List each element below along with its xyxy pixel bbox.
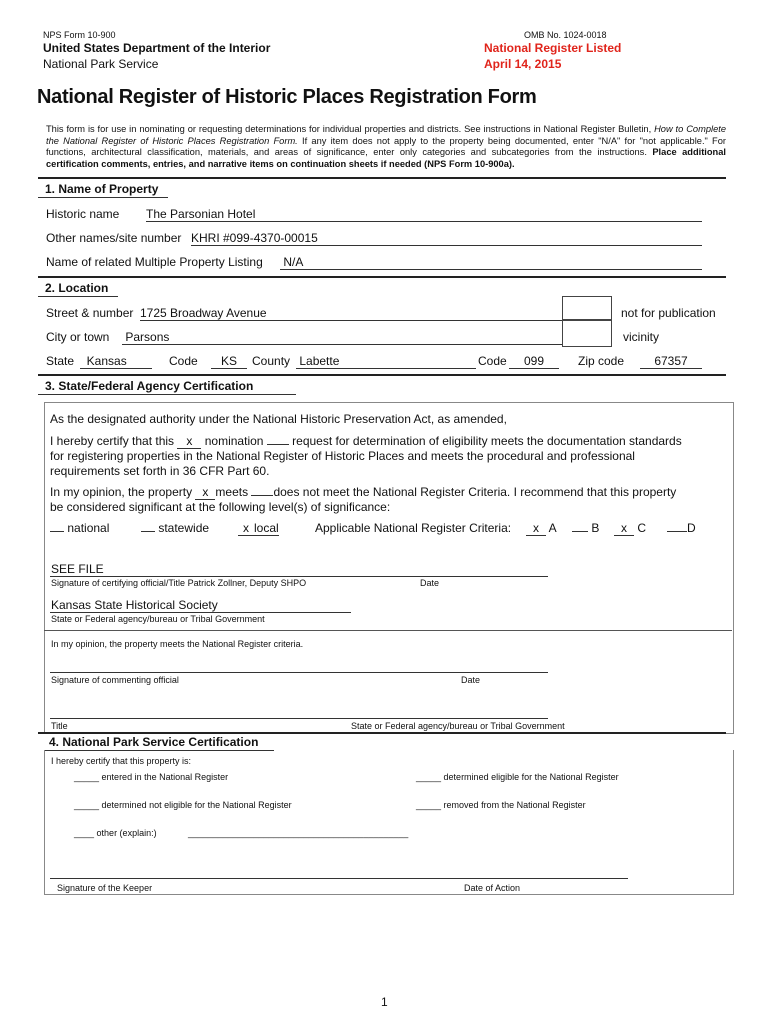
vicinity-checkbox[interactable] (562, 320, 612, 347)
opinion-text-b: meets (215, 485, 249, 499)
eligible-label: determined eligible for the National Register (443, 772, 619, 782)
signature-value: SEE FILE (51, 562, 104, 576)
multiple-property-field[interactable] (280, 255, 702, 270)
opinion-line-2: be considered significant at the following level(s) of significance: (50, 500, 391, 514)
entered-blank[interactable]: _____ (74, 772, 100, 782)
certify-line-1 (50, 434, 682, 449)
criterion-b-checkbox[interactable] (572, 531, 588, 532)
city-field[interactable] (122, 330, 562, 345)
keeper-signature-label: Signature of the Keeper (57, 883, 153, 893)
section-2-underline (38, 296, 118, 297)
zip-code-field[interactable]: 67357 (640, 354, 702, 369)
certify-text-a: I hereby certify that this (50, 434, 175, 448)
section-divider (38, 276, 726, 278)
other-label: other (explain:) (96, 828, 157, 838)
state-field[interactable] (80, 354, 152, 369)
agency-value: Kansas State Historical Society (51, 598, 218, 612)
county-value: Labette (299, 354, 340, 368)
does-not-meet-checkbox[interactable] (251, 495, 273, 496)
nps-certify-intro: I hereby certify that this property is: (51, 756, 192, 766)
not-for-publication-checkbox[interactable] (562, 296, 612, 320)
title-line[interactable] (50, 718, 548, 719)
keeper-signature-line[interactable] (50, 878, 628, 879)
removed-label: removed from the National Register (443, 800, 586, 810)
section-divider (38, 732, 726, 734)
statewide-checkbox[interactable] (141, 531, 155, 532)
section-1-underline (38, 197, 168, 198)
statewide-label: statewide (158, 521, 210, 535)
department-name: United States Department of the Interior (43, 41, 271, 55)
state-label: State (46, 354, 75, 368)
commenting-signature-line[interactable] (50, 672, 548, 673)
criterion-c-label: C (637, 521, 647, 535)
not-eligible-blank[interactable]: _____ (74, 800, 100, 810)
intro-text-2: If any item does not apply to the property being documented, enter "N/A" for "not applicable." For functions, architectural classification, materials, and areas of significance, enter only categories and subcategories from the instructions. (46, 135, 727, 158)
not-eligible-option[interactable] (74, 800, 292, 810)
level-statewide (141, 521, 209, 535)
criterion-c (614, 521, 646, 536)
title-label: Title (51, 721, 68, 731)
request-checkbox[interactable] (267, 444, 289, 445)
level-national (50, 521, 109, 535)
street-number-label: Street & number (46, 306, 134, 320)
divider (44, 630, 732, 631)
criteria-label: Applicable National Register Criteria: (315, 521, 512, 535)
street-number-field[interactable]: 1725 Broadway Avenue (140, 306, 562, 321)
city-label: City or town (46, 330, 110, 344)
criterion-c-checkbox[interactable]: x (614, 521, 634, 536)
local-label: local (254, 521, 279, 535)
section-4-title: 4. National Park Service Certification (49, 735, 259, 749)
zip-code-label: Zip code (578, 354, 625, 368)
service-name: National Park Service (43, 57, 159, 71)
date-label: Date (420, 578, 440, 588)
county-code-label: Code (478, 354, 507, 368)
nomination-checkbox[interactable]: x (177, 434, 201, 449)
certify-line-2: for registering properties in the National Register of Historic Places and meets the procedural and professional (50, 449, 635, 463)
other-explain-field[interactable]: ____________________________________________ (188, 828, 409, 838)
signature-label: Signature of certifying official/Title Patrick Zollner, Deputy SHPO (51, 578, 307, 588)
section-1-title: 1. Name of Property (45, 182, 159, 196)
entered-option[interactable] (74, 772, 228, 782)
removed-option[interactable] (416, 800, 586, 810)
meets-checkbox[interactable]: x (195, 485, 215, 500)
section-divider (38, 177, 726, 179)
historic-name-field[interactable]: The Parsonian Hotel (146, 207, 702, 222)
criterion-a (526, 521, 557, 536)
criterion-b (572, 521, 599, 535)
county-label: County (252, 354, 291, 368)
other-option[interactable] (74, 828, 157, 838)
national-label: national (67, 521, 110, 535)
eligible-option[interactable] (416, 772, 619, 782)
national-checkbox[interactable] (50, 531, 64, 532)
criterion-d-label: D (687, 521, 696, 535)
eligible-blank[interactable]: _____ (416, 772, 442, 782)
not-for-publication-label: not for publication (621, 306, 716, 320)
section-divider (38, 374, 726, 376)
page-number: 1 (381, 995, 388, 1009)
certify-text-b: nomination (204, 434, 264, 448)
entered-label: entered in the National Register (101, 772, 229, 782)
certify-text-c: request for determination of eligibility meets the documentation standards (292, 434, 682, 448)
multiple-property-value: N/A (283, 255, 304, 269)
local-checkbox[interactable]: x (238, 521, 254, 536)
not-eligible-label: determined not eligible for the National Register (101, 800, 292, 810)
state-code-label: Code (169, 354, 198, 368)
section-2-title: 2. Location (45, 281, 109, 295)
authority-statement: As the designated authority under the National Historic Preservation Act, as amended, (50, 412, 507, 426)
vicinity-label: vicinity (623, 330, 660, 344)
section-3-underline (38, 394, 296, 395)
county-code-field[interactable]: 099 (509, 354, 559, 369)
criterion-b-label: B (591, 521, 600, 535)
opinion-text-c: does not meet the National Register Criteria. I recommend that this property (273, 485, 677, 499)
state-code-field[interactable]: KS (211, 354, 247, 369)
form-title: National Register of Historic Places Registration Form (37, 86, 537, 108)
agency-line[interactable] (50, 612, 351, 613)
criterion-d-checkbox[interactable] (667, 531, 687, 532)
historic-name-label: Historic name (46, 207, 120, 221)
level-local (238, 521, 279, 536)
opinion-line-1 (50, 485, 676, 500)
intro-bold-text: Place additional certification comments, entries, and narrative items on continuation sheets if needed (NPS Form 10-900a). (46, 147, 726, 169)
title-agency-label: State or Federal agency/bureau or Tribal Government (351, 721, 565, 731)
agency-label: State or Federal agency/bureau or Tribal Government (51, 614, 265, 624)
multiple-property-label: Name of related Multiple Property Listing (46, 255, 263, 269)
city-value: Parsons (125, 330, 170, 344)
criterion-a-checkbox[interactable]: x (526, 521, 546, 536)
listed-status: National Register Listed (484, 41, 622, 55)
bulletin-title: How to Complete the National Register of Historic Places Registration Form. (46, 124, 726, 146)
other-names-label: Other names/site number (46, 231, 182, 245)
county-field[interactable] (296, 354, 476, 369)
other-names-field[interactable]: KHRI #099-4370-00015 (191, 231, 702, 246)
listed-date: April 14, 2015 (484, 57, 562, 71)
opinion-text-a: In my opinion, the property (50, 485, 193, 499)
commenting-date-label: Date (461, 675, 481, 685)
section-3-title: 3. State/Federal Agency Certification (45, 379, 254, 393)
form-number: NPS Form 10-900 (43, 30, 116, 40)
signature-line[interactable] (50, 576, 548, 577)
criterion-d (667, 521, 696, 535)
intro-text-1: This form is for use in nominating or requesting determinations for individual properties and districts. See instructions in National Register Bulletin, (46, 124, 655, 134)
removed-blank[interactable]: _____ (416, 800, 442, 810)
intro-paragraph (46, 124, 726, 170)
state-value: Kansas (86, 354, 127, 368)
action-date-label: Date of Action (464, 883, 521, 893)
omb-number: OMB No. 1024-0018 (524, 30, 607, 40)
criterion-a-label: A (548, 521, 557, 535)
other-blank[interactable]: ____ (74, 828, 95, 838)
commenting-signature-label: Signature of commenting official (51, 675, 179, 685)
commenting-opinion: In my opinion, the property meets the National Register criteria. (51, 639, 304, 649)
certify-line-3: requirements set forth in 36 CFR Part 60. (50, 464, 270, 478)
